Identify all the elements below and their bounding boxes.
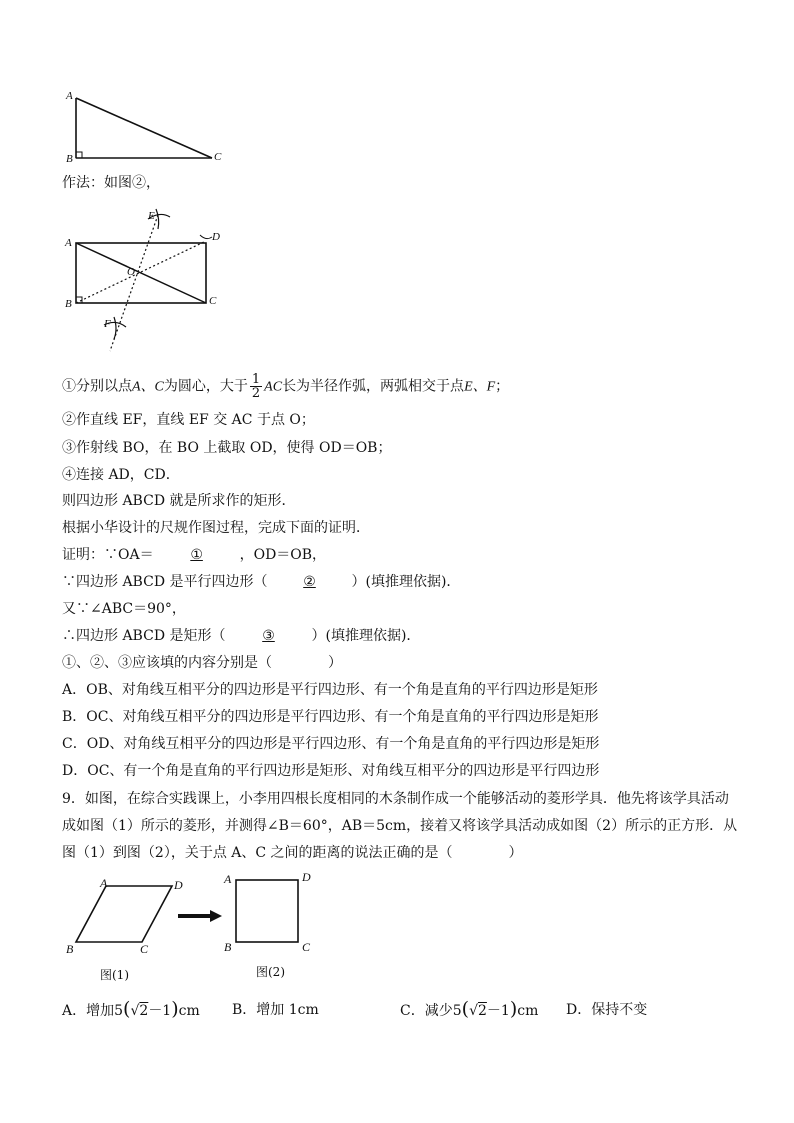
rect-label-b: B	[65, 298, 72, 310]
proof-line-1: 证明：∵OA＝ ① ，OD＝OB，	[62, 547, 327, 563]
blank-2: ②	[303, 574, 316, 590]
rect-label-f: F	[104, 318, 111, 330]
triangle-figure	[60, 86, 240, 166]
step-4: ④连接 AD，CD．	[62, 467, 180, 483]
rect-label-e: E	[148, 210, 155, 222]
step-3: ③作射线 BO，在 BO 上截取 OD，使得 OD＝OB；	[62, 440, 392, 456]
question-9-line-1: 9．如图，在综合实践课上，小李用四根长度相同的木条制作成一个能够活动的菱形学具．他先将该学具活动	[62, 791, 729, 807]
question-8-stem: ①、②、③应该填的内容分别是（ ）	[62, 655, 342, 671]
option-8-d[interactable]: D．OC、有一个角是直角的平行四边形是矩形、对角线互相平分的四边形是平行四边形	[62, 763, 600, 779]
rhombus-label-c: C	[140, 942, 149, 956]
option-9-d[interactable]: D．保持不变	[566, 1002, 648, 1018]
instruction-line: 根据小华设计的尺规作图过程，完成下面的证明．	[62, 520, 370, 536]
proof-line-4: ∴四边形 ABCD 是矩形（ ③ ）(填推理依据)．	[62, 628, 421, 644]
square-label-c: C	[302, 940, 311, 954]
rect-label-d: D	[212, 231, 220, 243]
proof-line-2: ∵四边形 ABCD 是平行四边形（ ② ）(填推理依据)．	[62, 574, 461, 590]
rhombus-label-d: D	[174, 878, 183, 892]
option-8-b[interactable]: B．OC、对角线互相平分的四边形是平行四边形、有一个角是直角的平行四边形是矩形	[62, 709, 599, 725]
option-8-a[interactable]: A．OB、对角线互相平分的四边形是平行四边形、有一个角是直角的平行四边形是矩形	[62, 682, 598, 698]
question-9-line-3: 图（1）到图（2），关于点 A、C 之间的距离的说法正确的是（ ）	[62, 845, 523, 861]
triangle-label-b: B	[66, 153, 73, 165]
rhombus-label-b: B	[66, 942, 74, 956]
rect-label-o: O	[127, 266, 135, 278]
caption-figure-1: 图(1)	[100, 968, 129, 982]
caption-figure-2: 图(2)	[256, 965, 285, 979]
question-9-line-2: 成如图（1）所示的菱形，并测得∠B＝60°，AB＝5cm，接着又将该学具活动成如图（2）所示的正方形．从	[62, 818, 738, 834]
conclusion-line: 则四边形 ABCD 就是所求作的矩形．	[62, 493, 296, 509]
square-label-d: D	[302, 870, 311, 884]
triangle-label-a: A	[66, 90, 73, 102]
rhombus-label-a: A	[100, 876, 108, 890]
square-label-b: B	[224, 940, 232, 954]
option-8-c[interactable]: C．OD、对角线互相平分的四边形是平行四边形、有一个角是直角的平行四边形是矩形	[62, 736, 600, 752]
option-9-c[interactable]: C．减少5(√2－1)cm	[400, 998, 539, 1020]
option-9-b[interactable]: B．增加 1cm	[232, 1002, 319, 1018]
proof-line-3: 又∵∠ABC＝90°，	[62, 601, 186, 617]
rectangle-construction-figure	[60, 205, 230, 355]
option-9-a[interactable]: A．增加5(√2－1)cm	[62, 998, 200, 1020]
step-2: ②作直线 EF，直线 EF 交 AC 于点 O；	[62, 412, 315, 428]
method-label: 作法：如图②，	[62, 175, 160, 191]
rect-label-a: A	[65, 237, 72, 249]
rect-label-c: C	[209, 295, 217, 307]
blank-3: ③	[262, 628, 275, 644]
triangle-label-c: C	[214, 151, 222, 163]
blank-1: ①	[190, 547, 203, 563]
square-label-a: A	[224, 872, 232, 886]
step-1: ①分别以点A、C为圆心，大于 $\frac{1}{2}$ AC长为半径作弧，两弧相交于点E、F；	[62, 372, 510, 401]
